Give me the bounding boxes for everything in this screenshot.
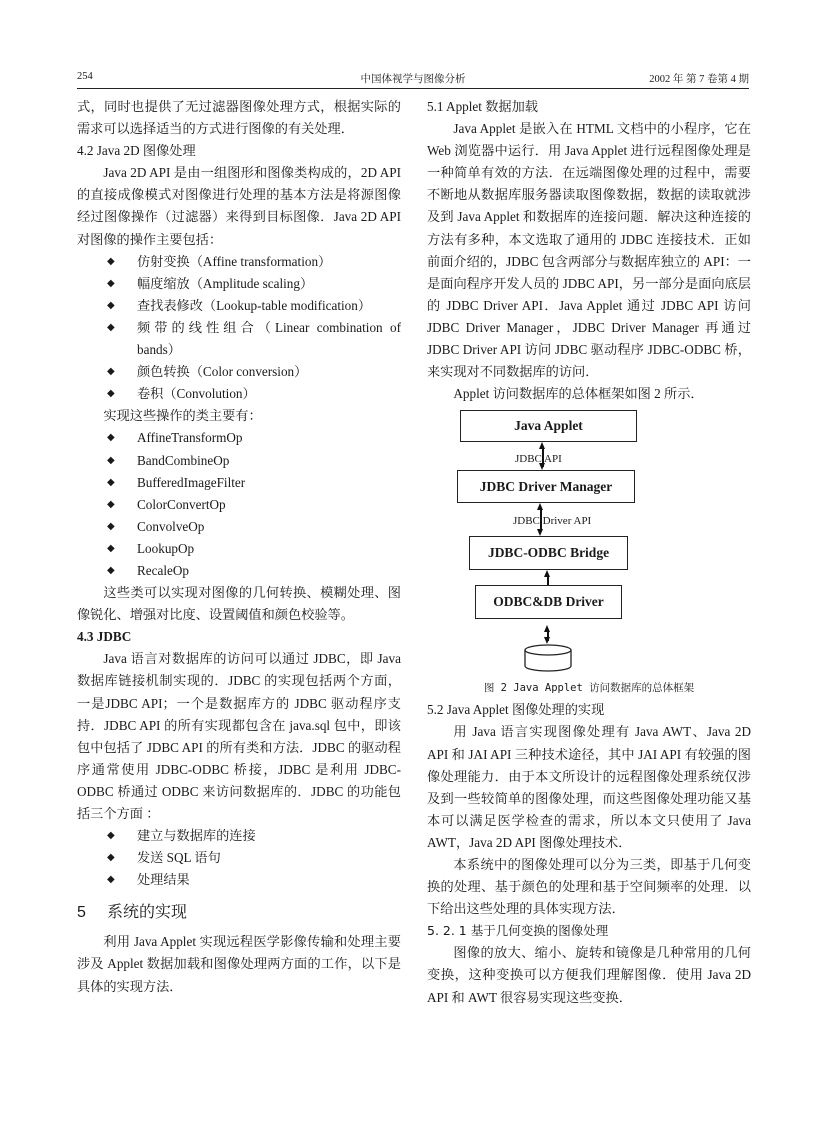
list-item: ◆ ConvolveOp — [77, 516, 401, 538]
paragraph: 本系统中的图像处理可以分为三类，即基于几何变换的处理、基于颜色的处理和基于空间频率的处理．以下给出这些处理的具体实现方法． — [427, 856, 751, 917]
paragraph: 实现这些操作的类主要有： — [103, 408, 262, 424]
paragraph: Applet 访问数据库的总体框架如图 2 所示． — [453, 386, 704, 402]
list-item: ◆ 处理结果 — [77, 869, 401, 891]
list-item: ◆ 幅度缩放（Amplitude scaling） — [77, 273, 401, 295]
box-jdbc-driver-manager: JDBC Driver Manager — [457, 470, 635, 503]
list-item: ◆ 仿射变换（Affine transformation） — [77, 251, 401, 273]
list-item: ◆ BandCombineOp — [77, 450, 401, 472]
right-column — [427, 96, 751, 1009]
list-item: ◆ 频带的线性组合（Linear combination of bands） — [77, 317, 401, 361]
header-rule — [77, 88, 749, 89]
section-heading-4-3: 4.3 JDBC — [77, 629, 132, 645]
section-heading-4-2: 4.2 Java 2D 图像处理 — [77, 143, 196, 159]
section-heading-5-1: 5.1 Applet 数据加载 — [427, 99, 538, 114]
paragraph: 式，同时也提供了无过滤器图像处理方式，根据实际的需求可以选择适当的方式进行图像的有关处理． — [77, 99, 401, 137]
database-cylinder-icon — [523, 643, 573, 673]
box-jdbc-odbc-bridge: JDBC-ODBC Bridge — [469, 536, 628, 570]
paragraph: 用 Java 语言实现图像处理有 Java AWT、Java 2D API 和 JAI API 三种技术途径，其中 JAI API 有较强的图像处理能力．由于本文所设计的远程图像处理系统仅涉及到一些较简单的图像处理，而这些图像处理功能又基本可以满足医学检查的需求，所以本文只使用了 Java AWT，Java 2D API 图像处理技术． — [427, 724, 751, 850]
left-column — [77, 96, 401, 998]
list-item: ◆ ColorConvertOp — [77, 494, 401, 516]
page-number: 254 — [77, 71, 93, 82]
list-item: ◆ 发送 SQL 语句 — [77, 847, 401, 869]
journal-title: 中国体视学与图像分析 — [360, 74, 466, 85]
list-item: ◆ AffineTransformOp — [77, 427, 401, 449]
box-odbc-db-driver: ODBC&DB Driver — [475, 585, 622, 619]
arrow-head-icon — [544, 570, 550, 577]
paragraph: Java 2D API 是由一组图形和图像类构成的，2D API的直接成像模式对图像进行处理的基本方法是将源图像经过图像操作（过滤器）来得到目标图像．Java 2D API对图像的操作主要包括： — [77, 165, 401, 247]
operations-list — [77, 251, 401, 406]
section-heading-5-2: 5.2 Java Applet 图像处理的实现 — [427, 702, 605, 718]
classes-list — [77, 427, 401, 582]
section-number: 5 — [77, 904, 86, 922]
paragraph: 利用 Java Applet 实现远程医学影像传输和处理主要涉及 Applet 数据加载和图像处理两方面的工作，以下是具体的实现方法． — [77, 934, 401, 994]
list-item: ◆ 建立与数据库的连接 — [77, 825, 401, 847]
list-item: ◆ BufferedImageFilter — [77, 472, 401, 494]
connector-line — [547, 576, 549, 585]
section-title: 系统的实现 — [107, 904, 188, 922]
list-item: ◆ 查找表修改（Lookup-table modification） — [77, 295, 401, 317]
figure-caption: 图 2 Java Applet 访问数据库的总体框架 — [483, 682, 695, 695]
edge-label-jdbc-api: JDBC API — [515, 453, 562, 466]
paragraph: Java Applet 是嵌入在 HTML 文档中的小程序，它在 Web 浏览器中运行．用 Java Applet 进行远程图像处理是一种简单有效的方法．在远端图像处理的过程中，需要不断地从数据库服务器读取图像数据，数据的读取就涉及到 Java Applet 和数据库的连接问题．解决这种连接的方法有多种，本文选取了通用的 JDBC 连接技术．正如前面介绍的，JDBC 包含两部分与数据库独立的 API：一是面向程序开发人员的 JDBC API，另一部分是面向底层的 JDBC Driver API．Java Applet 通过 JDBC API 访问 JDBC Driver Manager，JDBC Driver Manager 再通过 JDBC Driver API 访问 JDBC 驱动程序 JDBC-ODBC 桥，来实现对不同数据库的访问． — [427, 121, 751, 380]
issue-info: 2002 年 第 7 卷第 4 期 — [649, 74, 749, 85]
list-item: ◆ 颜色转换（Color conversion） — [77, 361, 401, 383]
list-item: ◆ 卷积（Convolution） — [77, 383, 401, 405]
running-header — [77, 71, 749, 89]
section-heading-5 — [77, 901, 401, 925]
section-heading-5-2-1: 5. 2. 1 基于几何变换的图像处理 — [427, 923, 609, 939]
box-java-applet: Java Applet — [460, 410, 637, 442]
paragraph: Java 语言对数据库的访问可以通过 JDBC，即 Java 数据库链接机制实现的．JDBC 的实现包括两个方面，一是JDBC API；一个是数据库方的 JDBC 驱动程序支持．JDBC API 的所有实现都包含在 java.sql 包中，即该包中包括了 JDBC API 的所有类和方法．JDBC 的驱动程序通常使用 JDBC-ODBC 桥接，JDBC 是利用 JDBC-ODBC 桥通过 ODBC 来访问数据库的．JDBC 的功能包括三个方面 ： — [77, 651, 401, 821]
list-item: ◆ LookupOp — [77, 538, 401, 560]
paragraph: 图像的放大、缩小、旋转和镜像是几种常用的几何变换，这种变换可以方便我们理解图像．使用 Java 2D API 和 AWT 很容易实现这些变换． — [427, 945, 751, 1005]
list-item: ◆ RecaleOp — [77, 560, 401, 582]
figure-2-diagram — [427, 405, 751, 677]
jdbc-functions-list — [77, 825, 401, 891]
edge-label-jdbc-driver-api: JDBC Driver API — [513, 515, 592, 528]
paragraph: 这些类可以实现对图像的几何转换、模糊处理、图像锐化、增强对比度、设置阈值和颜色校验等。 — [77, 585, 401, 623]
